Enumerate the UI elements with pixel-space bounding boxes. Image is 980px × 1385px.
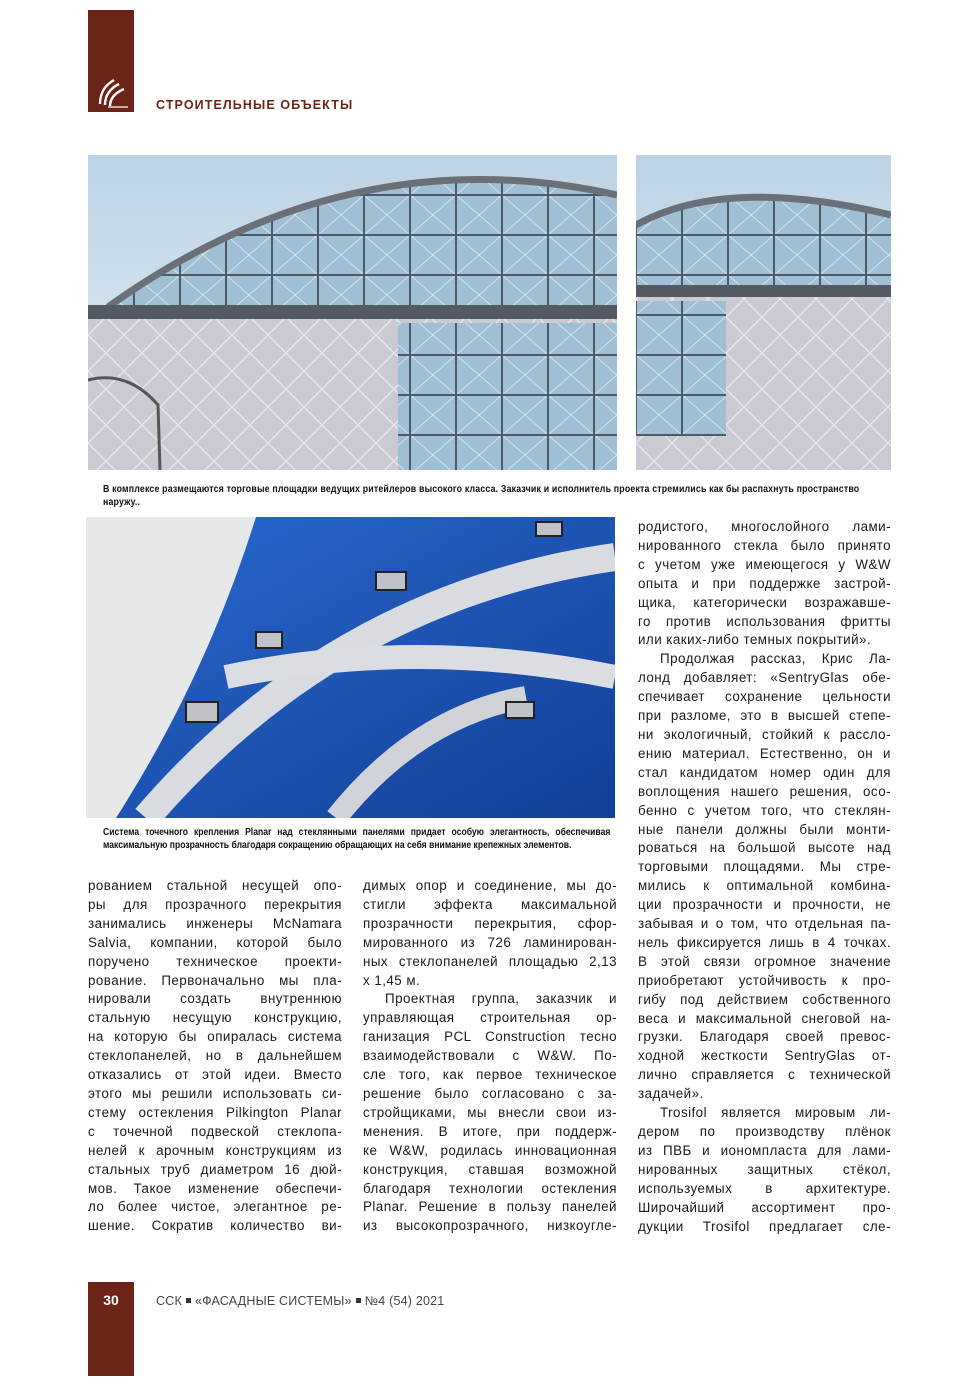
text-line: лично справляется с технической (638, 1067, 891, 1083)
text-line: поручено техническое проекти- (88, 953, 342, 969)
paragraph (638, 1104, 891, 1236)
photo-planar-fixings (86, 517, 615, 818)
text-line: задачей». (638, 1086, 704, 1102)
text-line: дукции Trosifol предлагает сле- (638, 1218, 891, 1234)
text-line: благодаря технологии остекления (363, 1180, 617, 1196)
paragraph (88, 877, 342, 1236)
text-line: ры для прозрачного перекрытия (88, 896, 342, 912)
paragraph (363, 990, 617, 1236)
text-line: взаимодействовали с W&W. По- (363, 1048, 617, 1064)
text-line: занимались инженеры McNamara (88, 915, 342, 931)
text-line: роваться на большой высоте над (638, 840, 891, 856)
paragraph (638, 518, 891, 650)
text-line: мов. Такое изменение обеспечи- (88, 1180, 342, 1196)
text-line: димых опор и соединение, мы до- (363, 878, 617, 893)
text-line: или каких-либо темных покрытий». (638, 632, 872, 648)
footer-pub: ССК (156, 1294, 182, 1308)
text-line: ходной жесткости SentryGlas от- (638, 1048, 891, 1064)
text-line: Проектная группа, заказчик и (385, 991, 617, 1007)
text-line: опыта и при поддержке застрой- (638, 575, 891, 591)
text-line: этого мы решили использовать си- (88, 1085, 342, 1101)
text-line: стигли эффекта максимальной (363, 896, 617, 912)
text-line: торговыми площадями. Мы стре- (638, 859, 891, 875)
text-line: Trosifol является мировым ли- (660, 1105, 891, 1121)
text-line: решение было согласовано с за- (363, 1085, 617, 1101)
text-line: из ПВБ и иономпласта для лами- (638, 1142, 891, 1158)
square-separator-icon (186, 1298, 191, 1303)
text-line: из высокопрозрачного, низкоугле- (363, 1218, 617, 1234)
text-line: Широчайший ассортимент про- (638, 1199, 891, 1215)
text-line: веса и максимальной снеговой на- (638, 1010, 891, 1026)
section-title: СТРОИТЕЛЬНЫЕ ОБЪЕКТЫ (156, 98, 354, 112)
article-column-1 (88, 877, 342, 1236)
text-line: Planar. Решение в пользу панелей (363, 1199, 617, 1215)
text-line: мированного из 726 ламинирован- (363, 934, 617, 950)
photo-facade-detail (636, 155, 891, 470)
text-line: прозрачности перекрытия, сфор- (363, 915, 617, 931)
text-line: Продолжая рассказ, Крис Ла- (660, 651, 891, 667)
text-line: грузки. Благодаря своей превос- (638, 1029, 891, 1045)
text-line: нель фиксируется лишь в 4 точках. (638, 934, 891, 950)
article-column-3 (638, 518, 891, 1236)
text-line: родистого, многослойного лами- (638, 519, 891, 534)
paragraph (363, 877, 617, 990)
photo-caption-top: В комплексе размещаются торговые площадки ведущих ритейлеров высокого класса. Заказчик и исполнитель проекта стремились как бы распахнуть пространство наружу.. (103, 484, 860, 508)
text-line: стальных труб диаметром 16 дюй- (88, 1161, 342, 1177)
text-line: управляющая строительная ор- (363, 1010, 617, 1026)
text-line: конструкция, ставшая возможной (363, 1161, 617, 1177)
text-line: мились к оптимальной комбина- (638, 878, 891, 894)
arcs-logo-icon (94, 74, 130, 108)
text-line: дером по производству плёнок (638, 1124, 891, 1139)
text-line: забывая и о том, что отдельная па- (638, 916, 891, 932)
text-line: ни экологичный, стойкий к рассло- (638, 726, 891, 742)
text-line: стройщиками, мы внесли свои из- (363, 1104, 617, 1120)
text-line: гибу под действием собственного (638, 991, 891, 1007)
text-line: при разломе, это в высшей степе- (638, 708, 891, 724)
text-line: ло более чистое, элегантное ре- (88, 1199, 342, 1215)
square-separator-icon (356, 1298, 361, 1303)
text-line: ке W&W, родилась инновационная (363, 1142, 617, 1158)
footer-magazine: «ФАСАДНЫЕ СИСТЕМЫ» (194, 1294, 352, 1308)
text-line: х 1,45 м. (363, 972, 421, 988)
text-line: бенно с учетом того, что стеклян- (638, 802, 891, 818)
text-line: стему остекления Pilkington Planar (88, 1104, 342, 1120)
text-line: на которую бы опиралась система (88, 1029, 342, 1045)
text-line: го против использования фритты (638, 613, 891, 629)
text-line: с учетом уже имеющегося у W&W (638, 556, 891, 572)
text-line: стеклопанелей, но в дальнейшем (88, 1048, 342, 1064)
text-line: нировали создать внутреннюю (88, 991, 342, 1007)
photo-arched-glass-roof (88, 155, 617, 470)
photo-caption-middle: Система точечного крепления Planar над стеклянными панелями придает особую элегантность, обеспечивая максимальную прозрачность благодаря сокращению обращающих на себя внимание крепежных элементов. (103, 827, 611, 851)
text-line: нированных защитных стёкол, (638, 1161, 891, 1177)
text-line: стальную несущую конструкцию, (88, 1010, 342, 1026)
text-line: рованием стальной несущей опо- (88, 878, 342, 893)
text-line: В этой связи огромное значение (638, 953, 891, 969)
text-line: воплощения нашего решения, осо- (638, 783, 891, 799)
text-line: рование. Первоначально мы пла- (88, 972, 342, 988)
text-line: ганизация PCL Construction тесно (363, 1029, 617, 1045)
text-line: ные панели должны были монти- (638, 821, 891, 837)
text-line: щика, категорически возражавше- (638, 594, 891, 610)
text-line: Salvia, компании, которой было (88, 934, 342, 950)
footer-publication (156, 1294, 444, 1308)
text-line: шение. Сократив количество ви- (88, 1218, 342, 1234)
footer-issue: №4 (54) 2021 (364, 1294, 445, 1308)
text-line: используемых в архитектуре. (638, 1180, 891, 1196)
text-line: спечивает сохранение цельности (638, 689, 891, 705)
text-line: сле того, как первое техническое (363, 1067, 617, 1083)
text-line: с точечной подвеской стеклопа- (88, 1123, 342, 1139)
text-line: нированного стекла было принято (638, 537, 891, 553)
text-line: ных стеклопанелей площадью 2,13 (363, 953, 617, 969)
text-line: лонд добавляет: «SentryGlas обе- (638, 670, 891, 686)
text-line: нелей к арочным конструкциям из (88, 1142, 342, 1158)
text-line: приобретают устойчивость к про- (638, 972, 891, 988)
header-brand-bar (88, 10, 134, 112)
page-number: 30 (103, 1292, 119, 1308)
text-line: стал кандидатом номер один для (638, 764, 891, 780)
text-line: менения. В итоге, при поддерж- (363, 1123, 617, 1139)
text-line: отказались от этой идеи. Вместо (88, 1067, 342, 1083)
text-line: ции прозрачности и прочности, не (638, 897, 891, 913)
text-line: ению материал. Естественно, он и (638, 745, 891, 761)
paragraph (638, 650, 891, 1104)
article-column-2 (363, 877, 617, 1236)
